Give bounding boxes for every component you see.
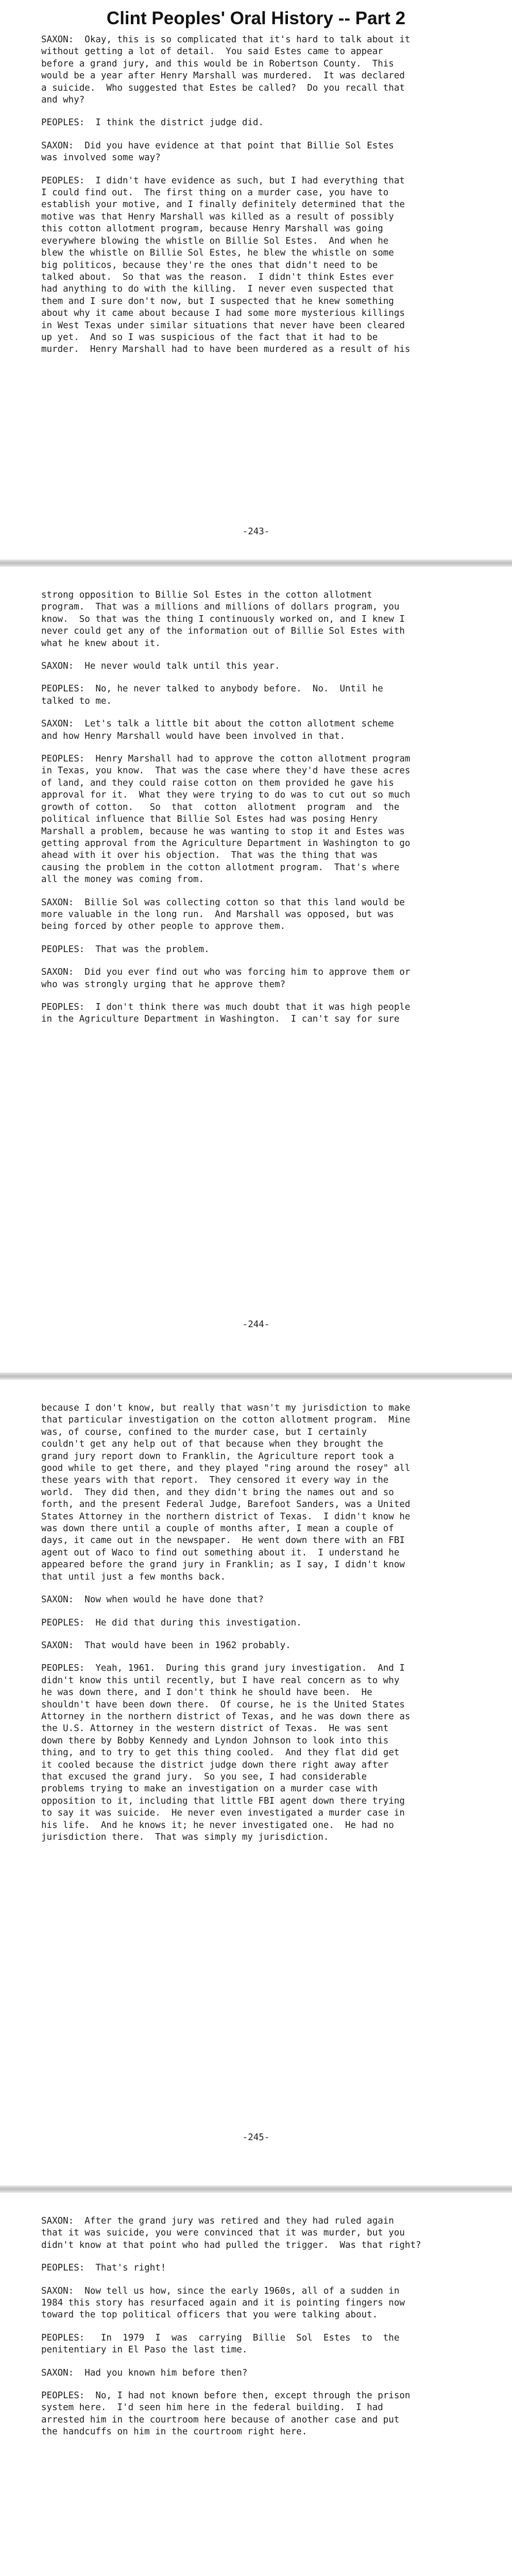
paragraph: SAXON: Did you ever find out who was forcing him to approve them or who was strongly urging that he approve them? — [41, 967, 411, 990]
paragraph: PEOPLES: Yeah, 1961. During this grand jury investigation. And I didn't know this until recently, but I have real concern as to why he was down there, and I don't think he should have been. He shouldn't have been down there. Of course, he is the United States Attorney in the northern district of Texas, and he was down there as the U.S. Attorney in the western district of Texas. He was sent down there by Bobby Kennedy and Lyndon Johnson to look into this thing, and to try to get this thing cooled. And they flat did get it cooled because the district judge down there right away after that excused the grand jury. So you see, I had considerable problems trying to make an investigation on a murder case with opposition to it, including that little FBI agent down there trying to say it was suicide. He never even investigated a murder case in his life. And he knows it; he never investigated one. He had no jurisdiction there. That was simply my jurisdiction. — [41, 1663, 411, 1842]
paragraph: SAXON: Now when would he have done that? — [41, 1595, 264, 1605]
paragraph: PEOPLES: I think the district judge did. — [41, 117, 264, 128]
paragraph: PEOPLES: That was the problem. — [41, 944, 210, 955]
page-divider — [0, 560, 512, 567]
transcript-page-246 — [0, 2193, 512, 2576]
transcript-page-244 — [0, 567, 512, 1372]
paragraph: PEOPLES: No, he never talked to anybody before. No. Until he talked to me. — [41, 684, 383, 706]
paragraph: SAXON: Billie Sol was collecting cotton so that this land would be more valuable in the long run. And Marshall was opposed, but was being forced by other people to approve them. — [41, 897, 405, 932]
paragraph: PEOPLES: He did that during this investigation. — [41, 1617, 302, 1628]
page-number: -244- — [242, 1319, 270, 1330]
paragraph: PEOPLES: No, I had not known before then, except through the prison system here. I'd seen him here in the federal building. I had arrested him in the courtroom here because of another case and put the handcuffs on him in the courtroom right here. — [41, 2391, 411, 2437]
transcript-page-245 — [0, 1380, 512, 2185]
paragraph: SAXON: That would have been in 1962 probably. — [41, 1640, 291, 1651]
paragraph: SAXON: Let's talk a little bit about the cotton allotment scheme and how Henry Marshall would have been involved in that. — [41, 719, 394, 741]
paragraph: SAXON: Did you have evidence at that point that Billie Sol Estes was involved some way? — [41, 140, 394, 163]
paragraph: PEOPLES: I didn't have evidence as such, but I had everything that I could find out. The first thing on a murder case, you have to establish your motive, and I finally definitely determined that the motive was that Henry Marshall was killed as a result of possibly this cotton allotment program, because Henry Marshall was going everywhere blowing the whistle on Billie Sol Estes. And when he blew the whistle on Billie Sol Estes, he blew the whistle on some big politicos, because they're the ones that didn't need to be talked about. So that was the reason. I didn't think Estes ever had anything to do with the killing. I never even suspected that them and I sure don't now, but I suspected that he knew something about why it came about because I had some more mysterious killings in West Texas under similar situations that never have been cleared up yet. And so I was suspicious of the fact that it had to be murder. Henry Marshall had to have been murdered as a result of his — [41, 175, 411, 355]
paragraph: because I don't know, but really that wasn't my jurisdiction to make that particular investigation on the cotton allotment program. Mine was, of course, confined to the murder case, but I certainly couldn't get any help out of that because when they brought the grand jury report down to Franklin, the Agriculture report took a good while to get there, and they played "ring around the rosey" all these years with that report. They censored it every way in the world. They did then, and they didn't bring the names out and so forth, and the present Federal Judge, Barefoot Sanders, was a United States Attorney in the northern district of Texas. I didn't know he was down there until a couple of months after, I mean a couple of days, it came out in the newspaper. He went down there with an FBI agent out of Waco to find out something about it. I understand he appeared before the grand jury in Franklin; as I say, I didn't know that until just a few months back. — [41, 1403, 411, 1582]
paragraph: PEOPLES: I don't think there was much doubt that it was high people in the Agriculture Department in Washington. I can't say for sure — [41, 1002, 411, 1025]
page-number: -243- — [242, 527, 270, 537]
page-divider — [0, 2185, 512, 2193]
transcript-page-243 — [0, 34, 512, 560]
document-title: Clint Peoples' Oral History -- Part 2 — [106, 8, 406, 28]
paragraph: SAXON: Now tell us how, since the early 1960s, all of a sudden in 1984 this story has resurfaced again and it is pointing fingers now toward the top political officers that you were talking about. — [41, 2285, 405, 2320]
page-divider — [0, 1372, 512, 1380]
paragraph: SAXON: Had you known him before then? — [41, 2367, 248, 2378]
page-number: -245- — [242, 2132, 270, 2143]
paragraph: PEOPLES: Henry Marshall had to approve the cotton allotment program in Texas, you know. That was the case where they'd have these acres of land, and they could raise cotton on them provided he gave his approval for it. What they were trying to do was to cut out so much growth of cotton. So that cotton allotment program and the political influence that Billie Sol Estes had was posing Henry Marshall a problem, because he was wanting to stop it and Estes was getting approval from the Agriculture Department in Washington to go ahead with it over his objection. That was the thing that was causing the problem in the cotton allotment program. That's where all the money was coming from. — [41, 754, 411, 885]
paragraph: strong opposition to Billie Sol Estes in the cotton allotment program. That was a millions and millions of dollars program, you know. So that was the thing I continuously worked on, and I knew I never could get any of the information out of Billie Sol Estes with what he knew about it. — [41, 590, 405, 649]
paragraph: SAXON: After the grand jury was retired and they had ruled again that it was suicide, you were convinced that it was murder, but you didn't know at that point who had pulled the trigger. Was that right? — [41, 2216, 421, 2250]
paragraph: PEOPLES: That's right! — [41, 2263, 166, 2274]
paragraph: PEOPLES: In 1979 I was carrying Billie Sol Estes to the penitentiary in El Paso the last time. — [41, 2332, 400, 2355]
paragraph: SAXON: He never would talk until this year. — [41, 661, 280, 672]
paragraph: SAXON: Okay, this is so complicated that it's hard to talk about it without getting a lot of detail. You said Estes came to appear before a grand jury, and this would be in Robertson County. This would be a year after Henry Marshall was murdered. It was declared a suicide. Who suggested that Estes be called? Do you recall that and why? — [41, 35, 411, 106]
